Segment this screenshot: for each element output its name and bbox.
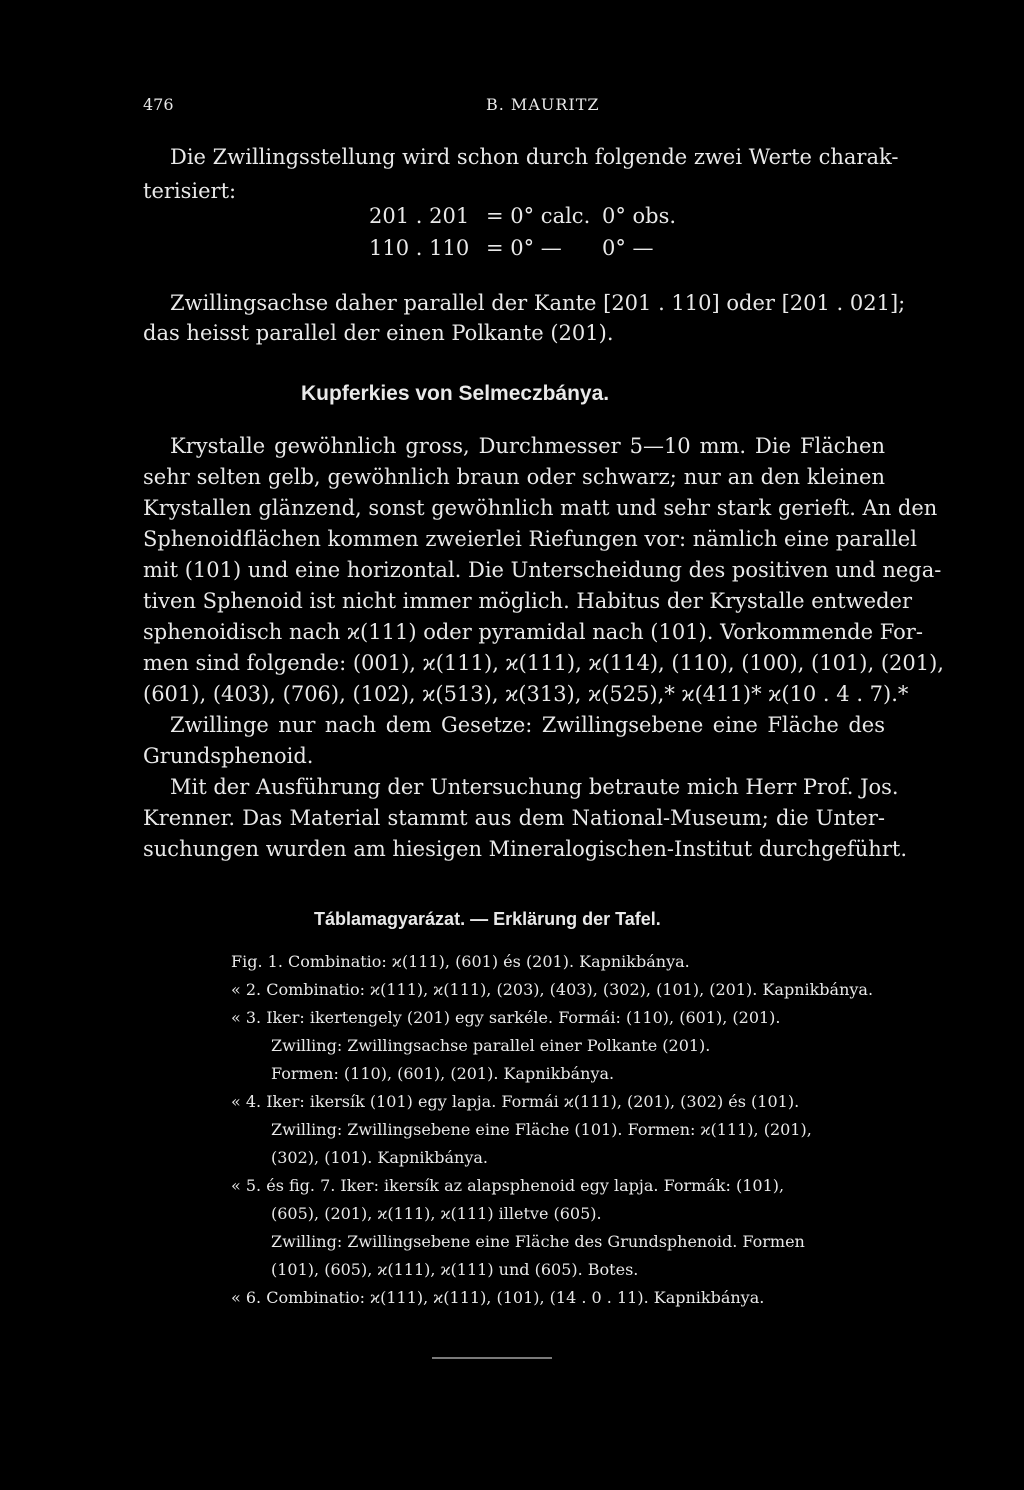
value-row-1-obs: 0° obs. xyxy=(602,204,677,228)
running-head: B. MAURITZ xyxy=(486,95,600,114)
value-row-2-obs: 0° — xyxy=(602,236,654,260)
fig-caption-1: Fig. 1. Combinatio: ϰ(111), (601) és (201). Kapnikbánya. xyxy=(231,952,690,971)
axis-line-2: das heisst parallel der einen Polkante (201). xyxy=(143,321,614,345)
value-row-1-eq: = 0° calc. xyxy=(486,204,591,228)
fig-caption-6: « 6. Combinatio: ϰ(111), ϰ(111), (101), (14 . 0 . 11). Kapnikbánya. xyxy=(231,1288,765,1307)
value-row-1-lhs: 201 . 201 xyxy=(369,204,470,228)
body-line-9: (601), (403), (706), (102), ϰ(513), ϰ(313), ϰ(525),* ϰ(411)* ϰ(10 . 4 . 7).* xyxy=(143,682,909,706)
body-line-6: tiven Sphenoid ist nicht immer möglich. Habitus der Krystalle entweder xyxy=(143,589,912,613)
body-line-4: Sphenoidflächen kommen zweierlei Riefungen vor: nämlich eine parallel xyxy=(143,527,917,551)
plate-heading: Táblamagyarázat. — Erklärung der Tafel. xyxy=(314,909,661,929)
body-line-14: suchungen wurden am hiesigen Mineralogischen-Institut durchgeführt. xyxy=(143,837,907,861)
fig-caption-4-de: Zwilling: Zwillingsebene eine Fläche (101). Formen: ϰ(111), (201), xyxy=(271,1120,812,1139)
body-line-8: men sind folgende: (001), ϰ(111), ϰ(111), ϰ(114), (110), (100), (101), (201), xyxy=(143,651,944,675)
fig-caption-4: « 4. Iker: ikersík (101) egy lapja. Formái ϰ(111), (201), (302) és (101). xyxy=(231,1092,800,1111)
fig-caption-3: « 3. Iker: ikertengely (201) egy sarkéle. Formái: (110), (601), (201). xyxy=(231,1008,781,1027)
body-line-13: Krenner. Das Material stammt aus dem National-Museum; die Unter- xyxy=(143,806,885,830)
body-line-12: Mit der Ausführung der Untersuchung betraute mich Herr Prof. Jos. xyxy=(170,775,899,799)
fig-caption-5: « 5. és fig. 7. Iker: ikersík az alapsphenoid egy lapja. Formák: (101), xyxy=(231,1176,785,1195)
body-line-1: Krystalle gewöhnlich gross, Durchmesser 5—10 mm. Die Flächen xyxy=(170,434,885,458)
body-line-5: mit (101) und eine horizontal. Die Unterscheidung des positiven und nega- xyxy=(143,558,942,582)
value-row-2-eq: = 0° — xyxy=(486,236,562,260)
value-row-2-lhs: 110 . 110 xyxy=(369,236,470,260)
fig-caption-4-forms: (302), (101). Kapnikbánya. xyxy=(271,1148,488,1167)
section-heading: Kupferkies von Selmeczbánya. xyxy=(301,382,610,405)
footnote-rule xyxy=(432,1357,552,1359)
intro-line-1: Die Zwillingsstellung wird schon durch folgende zwei Werte charak- xyxy=(170,145,899,169)
fig-caption-5-forms: (605), (201), ϰ(111), ϰ(111) illetve (605). xyxy=(271,1204,602,1223)
fig-caption-3-de: Zwilling: Zwillingsachse parallel einer Polkante (201). xyxy=(271,1036,711,1055)
body-line-10: Zwillinge nur nach dem Gesetze: Zwillingsebene eine Fläche des xyxy=(170,713,885,737)
fig-caption-5-de: Zwilling: Zwillingsebene eine Fläche des Grundsphenoid. Formen xyxy=(271,1232,805,1251)
page-number: 476 xyxy=(143,95,174,114)
fig-caption-5-de-forms: (101), (605), ϰ(111), ϰ(111) und (605). Botes. xyxy=(271,1260,639,1279)
fig-caption-2: « 2. Combinatio: ϰ(111), ϰ(111), (203), (403), (302), (101), (201). Kapnikbánya. xyxy=(231,980,874,999)
body-line-7: sphenoidisch nach ϰ(111) oder pyramidal nach (101). Vorkommende For- xyxy=(143,620,923,644)
intro-line-2: terisiert: xyxy=(143,179,237,203)
axis-line-1: Zwillingsachse daher parallel der Kante [201 . 110] oder [201 . 021]; xyxy=(170,291,906,315)
body-line-11: Grundsphenoid. xyxy=(143,744,314,768)
body-line-3: Krystallen glänzend, sonst gewöhnlich matt und sehr stark gerieft. An den xyxy=(143,496,938,520)
body-line-2: sehr selten gelb, gewöhnlich braun oder schwarz; nur an den kleinen xyxy=(143,465,885,489)
fig-caption-3-forms: Formen: (110), (601), (201). Kapnikbánya. xyxy=(271,1064,615,1083)
